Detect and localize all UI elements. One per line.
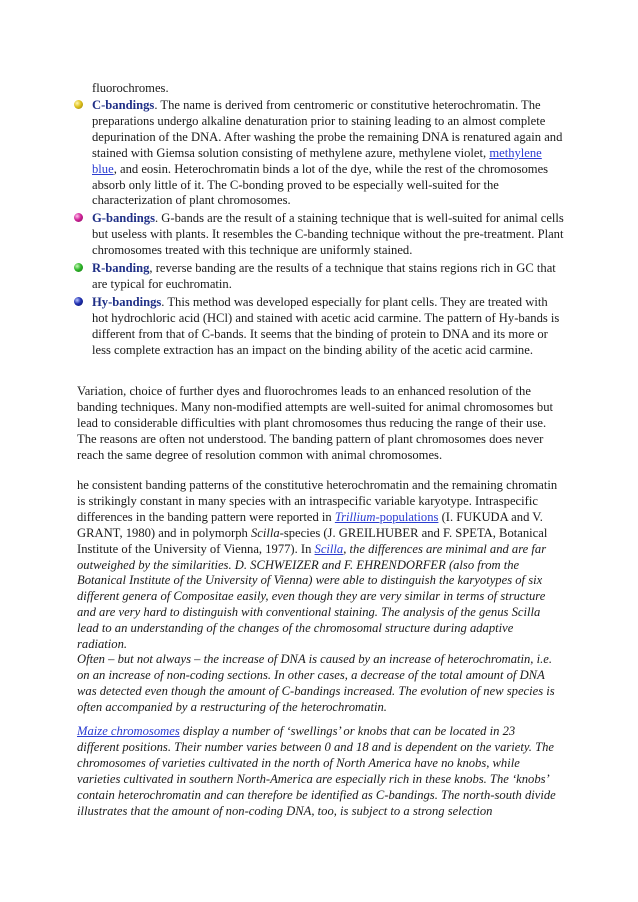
paragraph-maize	[77, 724, 560, 819]
scilla-italic: Scilla	[250, 525, 280, 540]
p2-text-c: -species (J. GREILHUBER and F. SPETA, Botanical Institute of the University of Vienna, 1977). In	[77, 525, 548, 556]
trillium-italic: Trillium	[334, 509, 376, 524]
term-g-bandings: G-bandings	[92, 211, 155, 226]
trillium-populations-link[interactable]	[335, 510, 439, 524]
r-banding-text: , reverse banding are the results of a technique that stains regions rich in GC that are typical for euchromatin.	[92, 261, 556, 291]
p2-italic-text: , the differences are minimal and are far outweighed by the similarities. D. SCHWEIZER and F. EHRENDORFER (also from the Botanical Institute of the University of Vienna) were able to distinguish the karyotypes of six different genera of Compositae easily, even though they are very similar in terms of structure and are very hard to distinguish with conventional staining. The analysis of the genus Scilla lead to an understanding of the changes of the chromosomal structure during adaptive radiation.	[77, 541, 547, 652]
trillium-link-rest: -populations	[375, 509, 439, 524]
methylene-blue-link[interactable]: methylene blue	[92, 145, 542, 176]
bullet-dot-icon	[74, 100, 83, 109]
c-bandings-text-b: , and eosin. Heterochromatin binds a lot of the dye, while the rest of the chromosomes absorb only little of it. The C-bonding proved to be especially well-suited for the characterization of plant chromosomes.	[92, 161, 549, 208]
list-item-r-banding	[74, 261, 564, 293]
paragraph-variation: Variation, choice of further dyes and fluorochromes leads to an enhanced resolution of the banding techniques. Many non-modified attempts are well-suited for animal chromosomes but lead to considerable difficulties with plant chromosomes thus reducing the range of their use. The reasons are often not understood. The banding pattern of plant chromosomes does never reach the same degree of resolution common with animal chromosomes.	[77, 384, 553, 462]
term-r-banding: R-banding	[92, 261, 150, 276]
p2-text-a: he consistent banding patterns of the constitutive heterochromatin and the remaining chromatin is strikingly constant in many species with an intraspecific variable karyotype. Intraspecific differences in the banding pattern were reported in	[77, 478, 558, 524]
paragraph-banding-patterns	[77, 478, 560, 653]
maize-chromosomes-link[interactable]: Maize chromosomes	[77, 724, 180, 738]
term-hy-bandings: Hy-bandings	[92, 294, 162, 309]
bullet-dot-icon	[74, 297, 83, 306]
bullet-dot-icon	[74, 213, 83, 222]
term-c-bandings: C-bandings	[92, 98, 155, 112]
scilla-link[interactable]: Scilla	[314, 541, 344, 556]
list-item-hy-bandings	[74, 295, 564, 359]
list-item-g-bandings	[74, 211, 564, 259]
c-bandings-text-a: . The name is derived from centromeric or constitutive heterochromatin. The preparations undergo alkaline denaturation prior to staining leading to an almost complete depurination of the DNA. After washing the probe the remaining DNA is renatured again and stained with Giemsa solution consisting of methylene azure, methylene violet,	[92, 98, 563, 160]
banding-list	[74, 98, 564, 361]
maize-text: display a number of ‘swellings’ or knobs that can be located in 23 different positions. Their number varies between 0 and 18 and is dependent on the variety. The chromosomes of varieties cultivated in the north of North America have no knobs, while varieties cultivated in southern North-America are especially rich in these knobs. The ‘knobs’ contain heterochromatin and can therefore be identified as C-bandings. The north-south divide illustrates that the amount of non-coding DNA, too, is subject to a strong selection	[77, 724, 556, 818]
paragraph-dna-increase: Often – but not always – the increase of DNA is caused by an increase of heterochromatin, i.e. on an increase of non-coding sections. In other cases, a decrease of the total amount of DNA was detected even though the amount of C-bandings increased. The evolution of new species is often accompanied by a restructuring of the heterochromatin.	[77, 652, 555, 714]
intro-fragment: fluorochromes.	[92, 81, 169, 95]
list-item-c-bandings	[74, 98, 564, 209]
bullet-dot-icon	[74, 263, 83, 272]
hy-bandings-text: . This method was developed especially for plant cells. They are treated with hot hydrochloric acid (HCl) and stained with acetic acid carmine. The pattern of Hy-bands is different from that of C-bands. It seems that the binding of protein to DNA and its more or less complete extraction has an impact on the binding ability of the acetic acid carmine.	[92, 294, 560, 357]
p2-text-b: (I. FUKUDA and V. GRANT, 1980) and in polymorph	[77, 509, 543, 540]
g-bandings-text: . G-bands are the result of a staining technique that is well-suited for animal cells but useless with plants. It resembles the C-banding technique without the pre-treatment. Plant chromosomes treated with this technique are uniformly stained.	[92, 211, 564, 258]
